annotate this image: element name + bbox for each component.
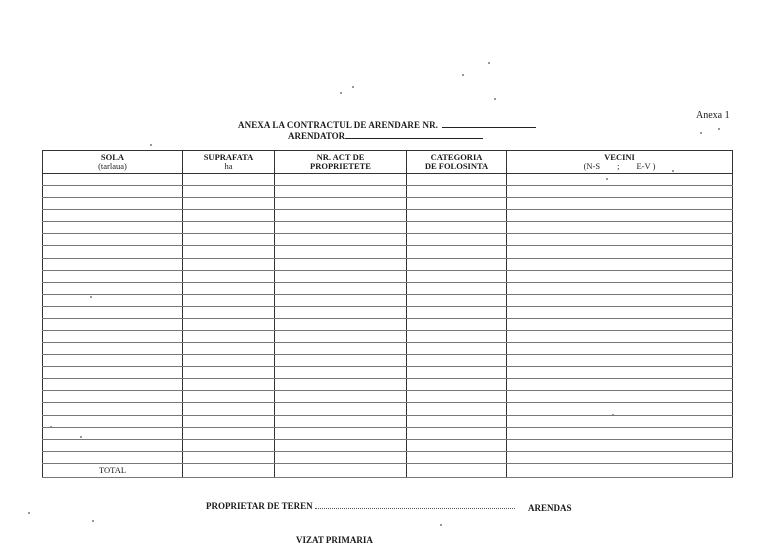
lessor-line	[288, 129, 483, 141]
table-row	[43, 186, 733, 198]
table-cell[interactable]	[407, 331, 507, 343]
table-cell[interactable]	[275, 294, 407, 306]
table-cell[interactable]	[507, 186, 733, 198]
column-header-sola: SOLA (tarlaua)	[43, 151, 183, 174]
table-cell[interactable]	[183, 186, 275, 198]
owner-label: PROPRIETAR DE TEREN	[206, 501, 313, 511]
table-cell[interactable]	[183, 258, 275, 270]
table-cell[interactable]	[507, 210, 733, 222]
table-cell[interactable]	[507, 379, 733, 391]
table-cell[interactable]	[507, 391, 733, 403]
table-cell[interactable]	[407, 186, 507, 198]
table-cell[interactable]	[275, 355, 407, 367]
tenant-label: ARENDAS	[528, 503, 572, 513]
table-cell[interactable]	[407, 282, 507, 294]
table-cell[interactable]	[43, 210, 183, 222]
table-cell[interactable]	[275, 318, 407, 330]
table-cell[interactable]	[507, 222, 733, 234]
table-cell[interactable]	[43, 451, 183, 463]
table-cell[interactable]	[507, 174, 733, 186]
table-cell[interactable]	[183, 234, 275, 246]
table-cell[interactable]	[507, 270, 733, 282]
scan-speck	[352, 86, 354, 88]
table-cell[interactable]	[507, 318, 733, 330]
table-cell[interactable]	[183, 331, 275, 343]
table-cell[interactable]	[43, 198, 183, 210]
table-cell[interactable]	[507, 403, 733, 415]
owner-signature-line	[206, 500, 515, 511]
table-row	[43, 379, 733, 391]
table-cell[interactable]	[43, 174, 183, 186]
table-cell[interactable]	[183, 343, 275, 355]
table-cell[interactable]	[407, 222, 507, 234]
table-cell[interactable]	[407, 270, 507, 282]
table-cell[interactable]	[183, 174, 275, 186]
table-cell[interactable]	[507, 198, 733, 210]
table-row	[43, 415, 733, 427]
table-cell[interactable]	[507, 415, 733, 427]
table-cell[interactable]	[43, 439, 183, 451]
table-row	[43, 403, 733, 415]
table-cell[interactable]	[43, 294, 183, 306]
contract-number-blank	[442, 118, 536, 128]
table-cell[interactable]	[407, 439, 507, 451]
annex-number: Anexa 1	[696, 110, 730, 121]
table-row	[43, 367, 733, 379]
table-cell[interactable]	[507, 439, 733, 451]
table-cell[interactable]	[507, 355, 733, 367]
table-cell[interactable]	[183, 451, 275, 463]
total-cell[interactable]	[183, 463, 275, 477]
table-cell[interactable]	[275, 427, 407, 439]
table-row	[43, 222, 733, 234]
total-cell[interactable]	[407, 463, 507, 477]
table-cell[interactable]	[43, 306, 183, 318]
table-cell[interactable]	[407, 198, 507, 210]
table-cell[interactable]	[407, 318, 507, 330]
table-cell[interactable]	[43, 318, 183, 330]
table-cell[interactable]	[43, 258, 183, 270]
table-cell[interactable]	[43, 331, 183, 343]
table-cell[interactable]	[183, 355, 275, 367]
table-cell[interactable]	[407, 427, 507, 439]
table-cell[interactable]	[43, 355, 183, 367]
table-cell[interactable]	[275, 270, 407, 282]
column-header-categoria: CATEGORIA DE FOLOSINTA	[407, 151, 507, 174]
table-cell[interactable]	[183, 282, 275, 294]
table-row	[43, 246, 733, 258]
table-cell[interactable]	[507, 343, 733, 355]
table-cell[interactable]	[407, 379, 507, 391]
table-cell[interactable]	[183, 427, 275, 439]
table-cell[interactable]	[275, 174, 407, 186]
table-cell[interactable]	[507, 258, 733, 270]
table-cell[interactable]	[183, 210, 275, 222]
table-cell[interactable]	[43, 270, 183, 282]
owner-signature-field	[315, 500, 515, 509]
table-cell[interactable]	[507, 306, 733, 318]
scan-speck	[80, 436, 82, 438]
table-cell[interactable]	[275, 234, 407, 246]
table-cell[interactable]	[407, 306, 507, 318]
table-cell[interactable]	[507, 367, 733, 379]
table-cell[interactable]	[275, 439, 407, 451]
scan-speck	[612, 414, 614, 416]
table-cell[interactable]	[507, 427, 733, 439]
table-cell[interactable]	[407, 367, 507, 379]
scan-speck	[606, 178, 608, 180]
table-row	[43, 294, 733, 306]
scan-speck	[92, 520, 94, 522]
table-cell[interactable]	[275, 367, 407, 379]
table-cell[interactable]	[407, 415, 507, 427]
table-cell[interactable]	[183, 367, 275, 379]
table-cell[interactable]	[43, 222, 183, 234]
table-row	[43, 270, 733, 282]
scan-speck	[718, 128, 720, 130]
table-cell[interactable]	[507, 246, 733, 258]
table-header-row	[43, 151, 733, 174]
table-cell[interactable]	[275, 331, 407, 343]
column-header-nr-act: NR. ACT DE PROPRIETETE	[275, 151, 407, 174]
land-parcel-table	[42, 150, 732, 478]
table-cell[interactable]	[275, 246, 407, 258]
table-cell[interactable]	[183, 415, 275, 427]
scan-speck	[28, 512, 30, 514]
table-cell[interactable]	[407, 258, 507, 270]
table-cell[interactable]	[43, 246, 183, 258]
table-cell[interactable]	[407, 246, 507, 258]
table-cell[interactable]	[507, 331, 733, 343]
scan-speck	[488, 62, 490, 64]
table-cell[interactable]	[43, 282, 183, 294]
table-cell[interactable]	[43, 186, 183, 198]
land-parcel-grid	[42, 150, 733, 478]
table-cell[interactable]	[43, 343, 183, 355]
table-cell[interactable]	[275, 379, 407, 391]
table-cell[interactable]	[275, 282, 407, 294]
total-label: TOTAL	[43, 463, 183, 477]
table-cell[interactable]	[183, 246, 275, 258]
table-cell[interactable]	[275, 391, 407, 403]
table-cell[interactable]	[275, 198, 407, 210]
scan-speck	[440, 524, 442, 526]
scan-speck	[672, 170, 674, 172]
total-cell[interactable]	[507, 463, 733, 477]
table-cell[interactable]	[183, 306, 275, 318]
table-cell[interactable]	[275, 306, 407, 318]
table-cell[interactable]	[407, 174, 507, 186]
table-row	[43, 210, 733, 222]
table-cell[interactable]	[275, 415, 407, 427]
table-cell[interactable]	[43, 379, 183, 391]
table-cell[interactable]	[275, 403, 407, 415]
scan-speck	[340, 92, 342, 94]
scan-speck	[50, 426, 52, 428]
table-cell[interactable]	[507, 234, 733, 246]
table-cell[interactable]	[43, 234, 183, 246]
table-cell[interactable]	[507, 282, 733, 294]
table-row	[43, 282, 733, 294]
table-row	[43, 306, 733, 318]
table-cell[interactable]	[183, 403, 275, 415]
table-cell[interactable]	[407, 210, 507, 222]
approval-label: VIZAT PRIMARIA	[296, 535, 373, 545]
table-cell[interactable]	[407, 403, 507, 415]
table-cell[interactable]	[407, 294, 507, 306]
table-row	[43, 331, 733, 343]
table-row	[43, 355, 733, 367]
table-cell[interactable]	[183, 439, 275, 451]
table-cell[interactable]	[507, 451, 733, 463]
lessor-label: ARENDATOR	[288, 131, 346, 141]
table-row	[43, 198, 733, 210]
table-row	[43, 343, 733, 355]
table-row	[43, 318, 733, 330]
scan-speck	[494, 98, 496, 100]
table-cell[interactable]	[183, 391, 275, 403]
scan-speck	[462, 74, 464, 76]
scan-speck	[90, 296, 92, 298]
scan-speck	[150, 144, 152, 146]
table-row	[43, 174, 733, 186]
document-title-text: ANEXA LA CONTRACTUL DE ARENDARE NR.	[238, 120, 439, 130]
table-cell[interactable]	[275, 210, 407, 222]
table-cell[interactable]	[43, 427, 183, 439]
table-cell[interactable]	[183, 198, 275, 210]
table-cell[interactable]	[183, 379, 275, 391]
lessor-blank	[345, 129, 483, 139]
table-cell[interactable]	[43, 403, 183, 415]
table-cell[interactable]	[183, 222, 275, 234]
table-cell[interactable]	[507, 294, 733, 306]
table-cell[interactable]	[43, 391, 183, 403]
table-cell[interactable]	[275, 343, 407, 355]
table-cell[interactable]	[407, 451, 507, 463]
table-cell[interactable]	[275, 451, 407, 463]
table-cell[interactable]	[275, 222, 407, 234]
column-header-vecini: VECINI (N-S ; E-V )	[507, 151, 733, 174]
table-cell[interactable]	[407, 234, 507, 246]
tenant-signature-line	[528, 503, 572, 513]
table-cell[interactable]	[183, 294, 275, 306]
table-cell[interactable]	[407, 391, 507, 403]
scan-speck	[700, 132, 702, 134]
table-cell[interactable]	[275, 186, 407, 198]
table-cell[interactable]	[43, 367, 183, 379]
table-cell[interactable]	[407, 355, 507, 367]
table-row	[43, 427, 733, 439]
table-row	[43, 234, 733, 246]
table-cell[interactable]	[183, 318, 275, 330]
total-cell[interactable]	[275, 463, 407, 477]
table-row	[43, 439, 733, 451]
table-row	[43, 258, 733, 270]
table-cell[interactable]	[407, 343, 507, 355]
table-cell[interactable]	[43, 415, 183, 427]
total-row	[43, 463, 733, 477]
column-header-suprafata: SUPRAFATA ha	[183, 151, 275, 174]
table-cell[interactable]	[183, 270, 275, 282]
table-row	[43, 391, 733, 403]
table-cell[interactable]	[275, 258, 407, 270]
table-row	[43, 451, 733, 463]
